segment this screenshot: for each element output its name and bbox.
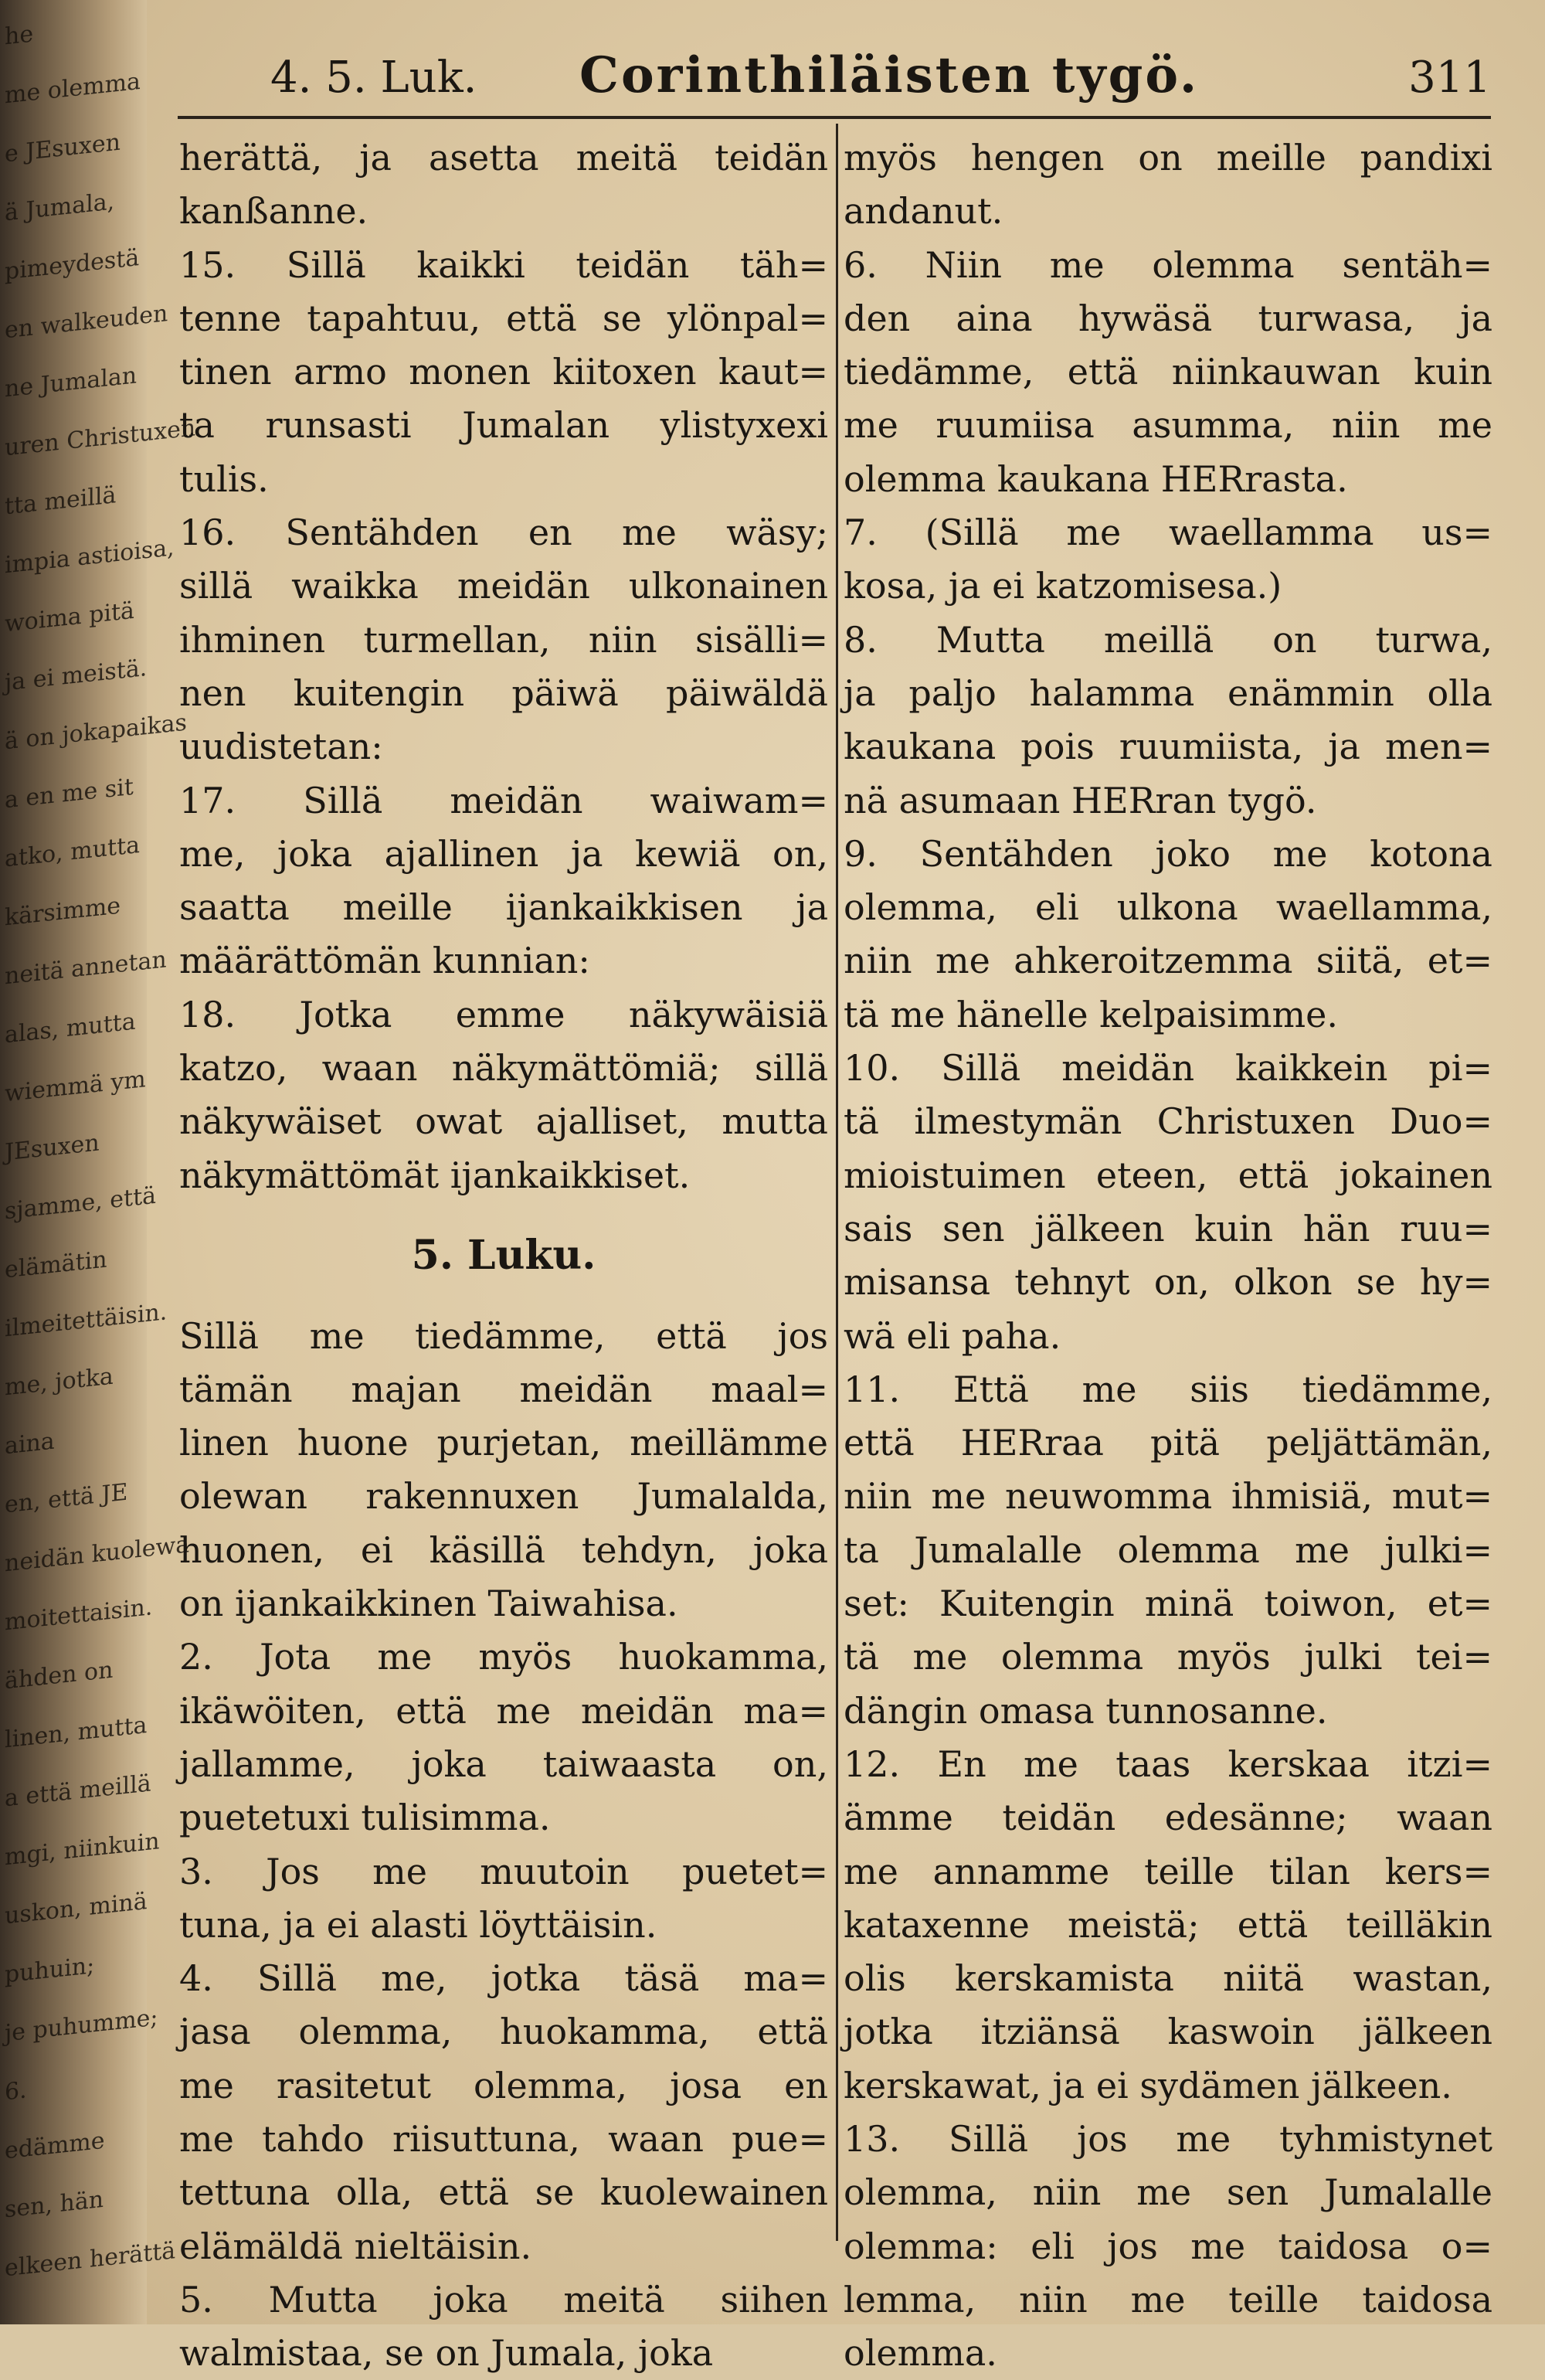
header-rule (178, 116, 1491, 119)
text-line: 9. Sentähden joko me kotona (844, 832, 1492, 875)
text-line: tenne tapahtuu, että se ylönpal= (179, 297, 828, 339)
text-line: ta Jumalalle olemma me julki= (844, 1528, 1492, 1571)
gutter-fragment: he (5, 20, 34, 51)
gutter-fragment: pimeydestä (5, 244, 140, 286)
text-line: walmistaa, se on Jumala, joka (179, 2332, 714, 2375)
text-line: 3. Jos me muutoin puetet= (179, 1850, 828, 1892)
text-line: 5. Mutta joka meitä siihen (179, 2278, 828, 2320)
text-line: tä me hänelle kelpaisimme. (844, 993, 1338, 1035)
gutter-fragment: en walkeuden (5, 300, 168, 345)
text-line: huonen, ei käsillä tehdyn, joka (179, 1528, 828, 1571)
text-line: ja paljo halamma enämmin olla (844, 672, 1492, 714)
gutter-fragment: me olemma (5, 67, 141, 110)
text-line: 12. En me taas kerskaa itzi= (844, 1742, 1492, 1785)
text-line: tä me olemma myös julki tei= (844, 1636, 1492, 1678)
text-line: jallamme, joka taiwaasta on, (179, 1742, 828, 1785)
text-line: tiedämme, että niinkauwan kuin (844, 351, 1492, 393)
text-line: määrättömän kunnian: (179, 940, 590, 982)
gutter-fragment: ne Jumalan (5, 362, 138, 403)
gutter-fragment: a en me sit (5, 773, 134, 814)
chapter-heading: 5. Luku. (411, 1231, 596, 1279)
page-number: 311 (1408, 53, 1491, 103)
text-line: 8. Mutta meillä on turwa, (844, 618, 1492, 661)
text-line: andanut. (844, 190, 1003, 233)
text-line: kaukana pois ruumiista, ja men= (844, 726, 1492, 768)
text-line: kanßanne. (179, 190, 368, 233)
text-line: wä eli paha. (844, 1314, 1061, 1357)
text-line: me annamme teille tilan kers= (844, 1850, 1492, 1892)
text-line: tuna, ja ei alasti löyttäisin. (179, 1903, 657, 1946)
text-line: linen huone purjetan, meillämme (179, 1422, 828, 1464)
text-line: että HERraa pitä peljättämän, (844, 1422, 1492, 1464)
text-line: olemma, eli ulkona waellamma, (844, 886, 1492, 929)
text-line: ihminen turmellan, niin sisälli= (179, 618, 828, 661)
gutter-fragment: aina (5, 1427, 55, 1460)
text-line: 4. Sillä me, jotka täsä ma= (179, 1957, 828, 2000)
text-line: elämäldä nieltäisin. (179, 2225, 532, 2267)
text-line: tä ilmestymän Christuxen Duo= (844, 1100, 1492, 1143)
text-line: nen kuitengin päiwä päiwäldä (179, 672, 828, 714)
gutter-fragment: uskon, minä (5, 1887, 148, 1930)
text-line: saatta meille ijankaikkisen ja (179, 886, 828, 929)
gutter-fragment: ähden on (5, 1656, 114, 1695)
text-line: dängin omasa tunnosanne. (844, 1689, 1328, 1732)
text-line: olewan rakennuxen Jumalalda, (179, 1475, 828, 1518)
gutter-fragment: wiemmä ym (5, 1066, 146, 1108)
text-line: 11. Että me siis tiedämme, (844, 1368, 1492, 1410)
text-line: näkymättömät ijankaikkiset. (179, 1154, 691, 1196)
gutter-fragment: a että meillä (5, 1770, 151, 1813)
text-line: niin me neuwomma ihmisiä, mut= (844, 1475, 1492, 1518)
gutter-fragment: atko, mutta (5, 831, 141, 873)
gutter-fragment: impia astioisa, (5, 534, 175, 580)
text-line: ämme teidän edesänne; waan (844, 1797, 1492, 1839)
text-line: 17. Sillä meidän waiwam= (179, 779, 828, 821)
gutter-fragment: ä on jokapaikas (5, 709, 187, 756)
header-chapter: 4. 5. Luk. (270, 53, 477, 103)
text-line: 15. Sillä kaikki teidän täh= (179, 243, 828, 286)
text-line: jasa olemma, huokamma, että (179, 2011, 828, 2053)
right-column (844, 131, 1492, 2375)
header-title: Corinthiläisten tygö. (579, 46, 1200, 104)
text-line: me ruumiisa asumma, niin me (844, 404, 1492, 447)
text-line: kataxenne meistä; että teilläkin (844, 1903, 1492, 1946)
text-line: olemma, niin me sen Jumalalle (844, 2171, 1492, 2214)
text-line: 13. Sillä jos me tyhmistynet (844, 2117, 1492, 2160)
gutter-fragment: sen, hän (5, 2185, 104, 2224)
gutter-fragment: uren Christuxen (5, 414, 196, 462)
text-line: tinen armo monen kiitoxen kaut= (179, 351, 828, 393)
text-line: 7. (Sillä me waellamma us= (844, 512, 1492, 554)
gutter-fragment: ja ei meistä. (5, 654, 148, 697)
gutter-fragment: kärsimme (5, 892, 121, 932)
gutter-fragment: 6. (5, 2076, 27, 2106)
gutter-fragment: en, että JE (5, 1478, 128, 1519)
gutter-fragment: elkeen herättä (5, 2237, 176, 2283)
gutter-fragment: JEsuxen (5, 1129, 100, 1167)
text-line: kosa, ja ei katzomisesa.) (844, 565, 1282, 607)
gutter-fragment: moitettaisin. (5, 1593, 153, 1637)
text-line: puetetuxi tulisimma. (179, 1797, 551, 1839)
text-line: me tahdo riisuttuna, waan pue= (179, 2117, 828, 2160)
gutter-fragment: woima pitä (5, 597, 134, 638)
text-line: me rasitetut olemma, josa en (179, 2064, 828, 2106)
gutter-fragment: linen, mutta (5, 1711, 148, 1754)
text-line: me, joka ajallinen ja kewiä on, (179, 832, 828, 875)
text-line: niin me ahkeroitzemma siitä, et= (844, 940, 1492, 982)
text-line: ikäwöiten, että me meidän ma= (179, 1689, 828, 1732)
gutter-fragment: alas, mutta (5, 1008, 136, 1049)
gutter-fragment: mgi, niinkuin (5, 1828, 160, 1872)
gutter-fragment: puhuin; (5, 1952, 95, 1989)
gutter-fragment: neitä annetan (5, 946, 167, 991)
text-line: tettuna olla, että se kuolewainen (179, 2171, 828, 2214)
gutter-fragment: e JEsuxen (5, 128, 121, 168)
text-line: 18. Jotka emme näkywäisiä (179, 993, 828, 1035)
gutter-fragment: sjamme, että (5, 1182, 157, 1226)
text-line: 10. Sillä meidän kaikkein pi= (844, 1047, 1492, 1090)
gutter-fragment: me, jotka (5, 1362, 114, 1402)
text-line: 6. Niin me olemma sentäh= (844, 243, 1492, 286)
text-line: lemma, niin me teille taidosa (844, 2278, 1492, 2320)
gutter-fragment: neidän kuolewa (5, 1531, 190, 1578)
facing-page-gutter (0, 0, 196, 2324)
text-line: mioistuimen eteen, että jokainen (844, 1154, 1492, 1196)
column-divider (836, 124, 838, 2241)
text-line: jotka itziänsä kaswoin jälkeen (844, 2011, 1492, 2053)
left-column (179, 131, 828, 2375)
text-line: näkywäiset owat ajalliset, mutta (179, 1100, 828, 1143)
text-line: sais sen jälkeen kuin hän ruu= (844, 1207, 1492, 1250)
text-line: myös hengen on meille pandixi (844, 137, 1492, 178)
gutter-fragment: edämme (5, 2127, 105, 2165)
text-line: nä asumaan HERran tygö. (844, 779, 1317, 821)
text-line: Sillä me tiedämme, että jos (179, 1314, 828, 1357)
gutter-fragment: elämätin (5, 1246, 107, 1284)
text-line: tulis. (179, 457, 269, 500)
text-line: kerskawat, ja ei sydämen jälkeen. (844, 2064, 1452, 2106)
gutter-fragment: ilmeitettäisin. (5, 1298, 168, 1343)
text-line: den aina hywäsä turwasa, ja (844, 297, 1492, 339)
text-line: sillä waikka meidän ulkonainen (179, 565, 828, 607)
text-line: uudistetan: (179, 726, 383, 768)
running-header (255, 46, 1491, 116)
text-line: 2. Jota me myös huokamma, (179, 1636, 828, 1678)
text-line: olemma kaukana HERrasta. (844, 457, 1348, 500)
text-line: set: Kuitengin minä toiwon, et= (844, 1583, 1492, 1625)
text-line: tämän majan meidän maal= (179, 1368, 828, 1410)
text-line: katzo, waan näkymättömiä; sillä (179, 1047, 828, 1090)
text-line: olis kerskamista niitä wastan, (844, 1957, 1492, 2000)
text-line: 16. Sentähden en me wäsy; (179, 512, 828, 554)
text-line: olemma. (844, 2332, 997, 2375)
text-line: on ijankaikkinen Taiwahisa. (179, 1583, 678, 1625)
gutter-fragment: ä Jumala, (5, 188, 115, 227)
text-line: olemma: eli jos me taidosa o= (844, 2225, 1492, 2267)
text-line: ta runsasti Jumalan ylistyxexi (179, 404, 828, 447)
text-line: herättä, ja asetta meitä teidän (179, 137, 828, 178)
gutter-fragment: tta meillä (5, 481, 117, 521)
text-line: misansa tehnyt on, olkon se hy= (844, 1261, 1492, 1304)
gutter-fragment: je puhumme; (5, 2004, 158, 2048)
